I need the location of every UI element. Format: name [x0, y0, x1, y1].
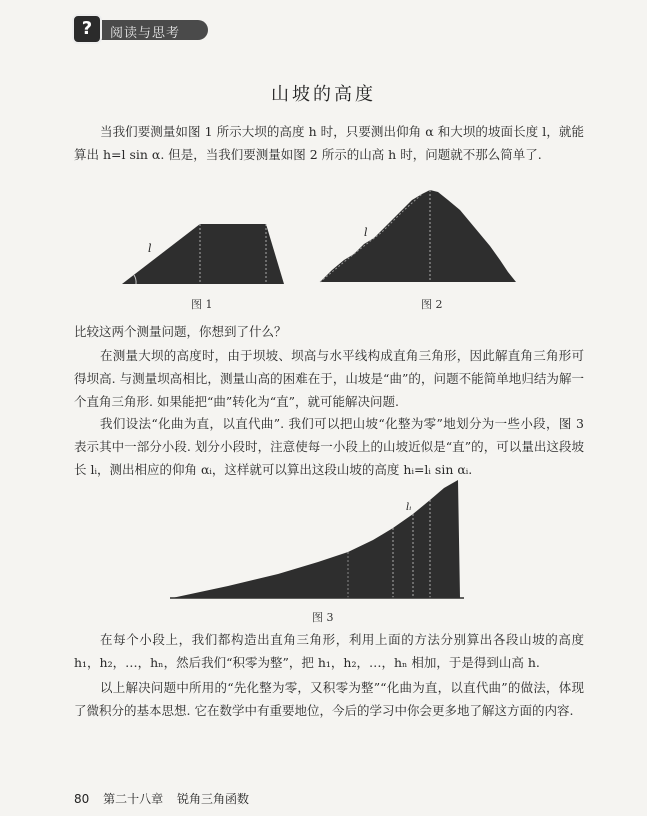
chapter-title: 锐角三角函数 [176, 792, 249, 806]
paragraph-6: 以上解决问题中所用的“先化整为零，又积零为整”“化曲为直，以直代曲”的做法，体现了微积分的基本思想. 它在数学中有重要地位，今后的学习中你会更多地了解这方面的内容. [74, 680, 584, 718]
fig3-label-li: lᵢ [406, 502, 412, 513]
page-number: 80 [74, 792, 90, 806]
section-badge [72, 14, 208, 46]
figure-2-mountain [318, 186, 518, 286]
fig2-label-l: l [364, 226, 368, 239]
figure-1-caption: 图 1 [191, 298, 213, 311]
question-mark-icon: ? [72, 14, 102, 44]
paragraph-3: 在测量大坝的高度时，由于坝坡、坝高与水平线构成直角三角形，因此解直角三角形可得坝高. 与测量坝高相比，测量山高的困难在于，山坡是“曲”的，问题不能简单地归结为解一个直角三角形. 如果能把“曲”转化为“直”，就可能解决问题. [74, 348, 584, 409]
fig1-label-l: l [148, 242, 152, 255]
paragraph-5: 在每个小段上，我们都构造出直角三角形，利用上面的方法分别算出各段山坡的高度 h₁，h₂，…，hₙ，然后我们“积零为整”，把 h₁，h₂，…，hₙ 相加，于是得到山高 h. [74, 632, 584, 670]
page-footer [74, 790, 259, 807]
paragraph-4: 我们设法“化曲为直，以直代曲”. 我们可以把山坡“化整为零”地划分为一些小段，图 3 表示其中一部分小段. 划分小段时，注意使每一小段上的山坡近似是“直”的，可以量出这段坡长 lᵢ，测出相应的仰角 αᵢ，这样就可以算出这段山坡的高度 hᵢ=lᵢ sin αᵢ. [74, 416, 584, 477]
dam-shape [122, 224, 284, 284]
chapter-number: 第二十八章 [103, 792, 164, 806]
slope-shape [172, 480, 460, 598]
figure-3-slope [168, 478, 468, 602]
figure-2-caption: 图 2 [421, 298, 443, 311]
figure-1-dam [118, 218, 288, 288]
paragraph-2: 比较这两个测量问题，你想到了什么？ [74, 324, 287, 339]
page-title: 山坡的高度 [271, 84, 376, 105]
paragraph-1: 当我们要测量如图 1 所示大坝的高度 h 时，只要测出仰角 α 和大坝的坡面长度 l，就能算出 h=l sin α. 但是，当我们要测量如图 2 所示的山高 h 时，问题就不那么简单了. [74, 124, 584, 162]
mountain-shape [320, 190, 516, 282]
figure-3-caption: 图 3 [312, 611, 334, 624]
badge-label: 阅读与思考 [110, 26, 181, 41]
